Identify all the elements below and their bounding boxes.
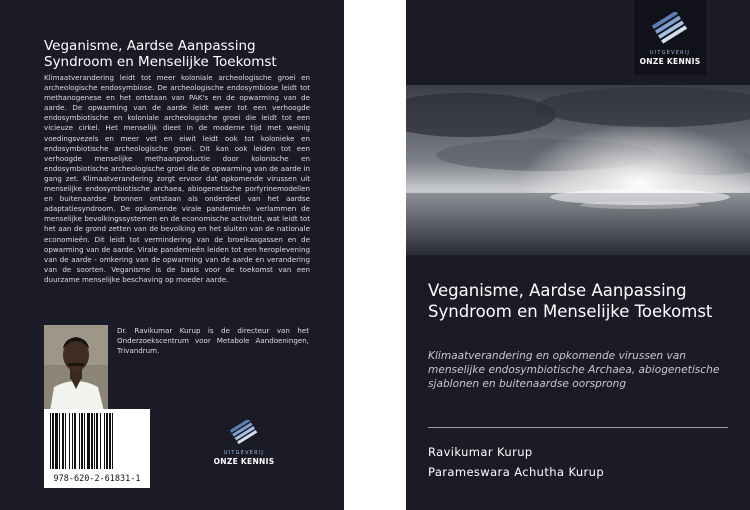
barcode-bar (59, 413, 60, 469)
publisher-name: ONZE KENNIS (213, 457, 275, 466)
publisher-logo-back (213, 420, 275, 466)
barcode-bar (96, 413, 98, 469)
publisher-logo-front (634, 0, 706, 75)
barcode-bar (84, 413, 85, 469)
divider (428, 427, 728, 428)
book-stack-icon (230, 420, 258, 444)
cover-sea-sky-photo (406, 85, 750, 255)
barcode-bar (112, 413, 113, 469)
publisher-label: UITGEVERIJ (223, 450, 265, 456)
barcode-bar (104, 413, 105, 469)
barcode-bar (100, 413, 101, 469)
barcode-bar (52, 413, 54, 469)
author-list (428, 442, 728, 482)
barcode-bar (62, 413, 64, 469)
isbn-barcode (44, 409, 150, 488)
book-spine (344, 0, 406, 510)
front-cover (406, 0, 750, 510)
back-cover-blurb: Klimaatverandering leidt tot meer koloniale archeologische groei en archeologische endosymbiose. De archeologische endosymbiose leidt tot methanogenese en het ontstaan van PAK's en de opwarming van de aarde. De opwarming van de aarde leidt weer tot een verhoogde endosymbiotische en koloniale archeologische groei die leidt tot een vicieuze cirkel. Het menselijk dieet in de moderne tijd met weinig voedingsvezels en meer vet en eiwit leidt ook tot kolonieke en endosymbiotische archeologische groei. Dit kan ook leiden tot een verhoogde menselijke methaanproductie door kolonische en endosymbiotische archeologische groei die de opwarming van de aarde in gang zet. Klimaatverandering zorgt ervoor dat opkomende virussen uit menselijke endosymbiotische archaea, abiogenetische porfyrinemodellen en buitenaardse bronnen ontstaan als onderdeel van het aardse adaptatiesyndroom. De opkomende virale pandemieën verlammen de menselijke bevolkingssystemen en de economische activiteit, wat leidt tot het aan de grond zetten van de bevolking en het sluiten van de nationale economieën. Dit leidt tot vermindering van de broeikasgassen en de opwarming van de aarde. Virale pandemieën leiden tot een heroplevening van de aarde - omkering van de opwarming van de aarde en verandering van de soorten. Veganisme is de basis voor de toekomst van een duurzame menselijke beschaving op moeder aarde. (44, 73, 310, 284)
barcode-bar (65, 413, 66, 469)
author-photo (44, 325, 108, 411)
barcode-bar (74, 413, 76, 469)
back-cover-title: Veganisme, Aardse Aanpassing Syndroom en Menselijke Toekomst (44, 38, 277, 70)
front-cover-title: Veganisme, Aardse Aanpassing Syndroom en Menselijke Toekomst (428, 281, 713, 321)
barcode-bar (69, 413, 70, 469)
author-name: Parameswara Achutha Kurup (428, 465, 605, 479)
book-stack-icon (652, 12, 688, 44)
barcode-bar (72, 413, 73, 469)
front-cover-subtitle: Klimaatverandering en opkomende virussen van menselijke endosymbiotische Archaea, abiogenetische sjablonen en buitenaardse oorsprong (428, 350, 720, 390)
barcode-bar (50, 413, 51, 469)
barcode-bar (94, 413, 95, 469)
publisher-label: UITGEVERIJ (649, 50, 691, 56)
barcode-bar (91, 413, 93, 469)
barcode-bar (81, 413, 83, 469)
author-portrait-image (44, 325, 108, 411)
barcode-bar (79, 413, 80, 469)
publisher-name: ONZE KENNIS (639, 57, 701, 66)
author-bio: Dr. Ravikumar Kurup is de directeur van het Onderzoekscentrum voor Metabole Aandoeningen, Trivandrum. (117, 326, 309, 355)
barcode-bars (44, 409, 150, 471)
barcode-bar (87, 413, 90, 469)
author-name: Ravikumar Kurup (428, 445, 533, 459)
barcode-bar (106, 413, 108, 469)
barcode-bar (55, 413, 58, 469)
barcode-bar (109, 413, 111, 469)
isbn-number: 978-620-2-61831-1 (53, 474, 141, 484)
